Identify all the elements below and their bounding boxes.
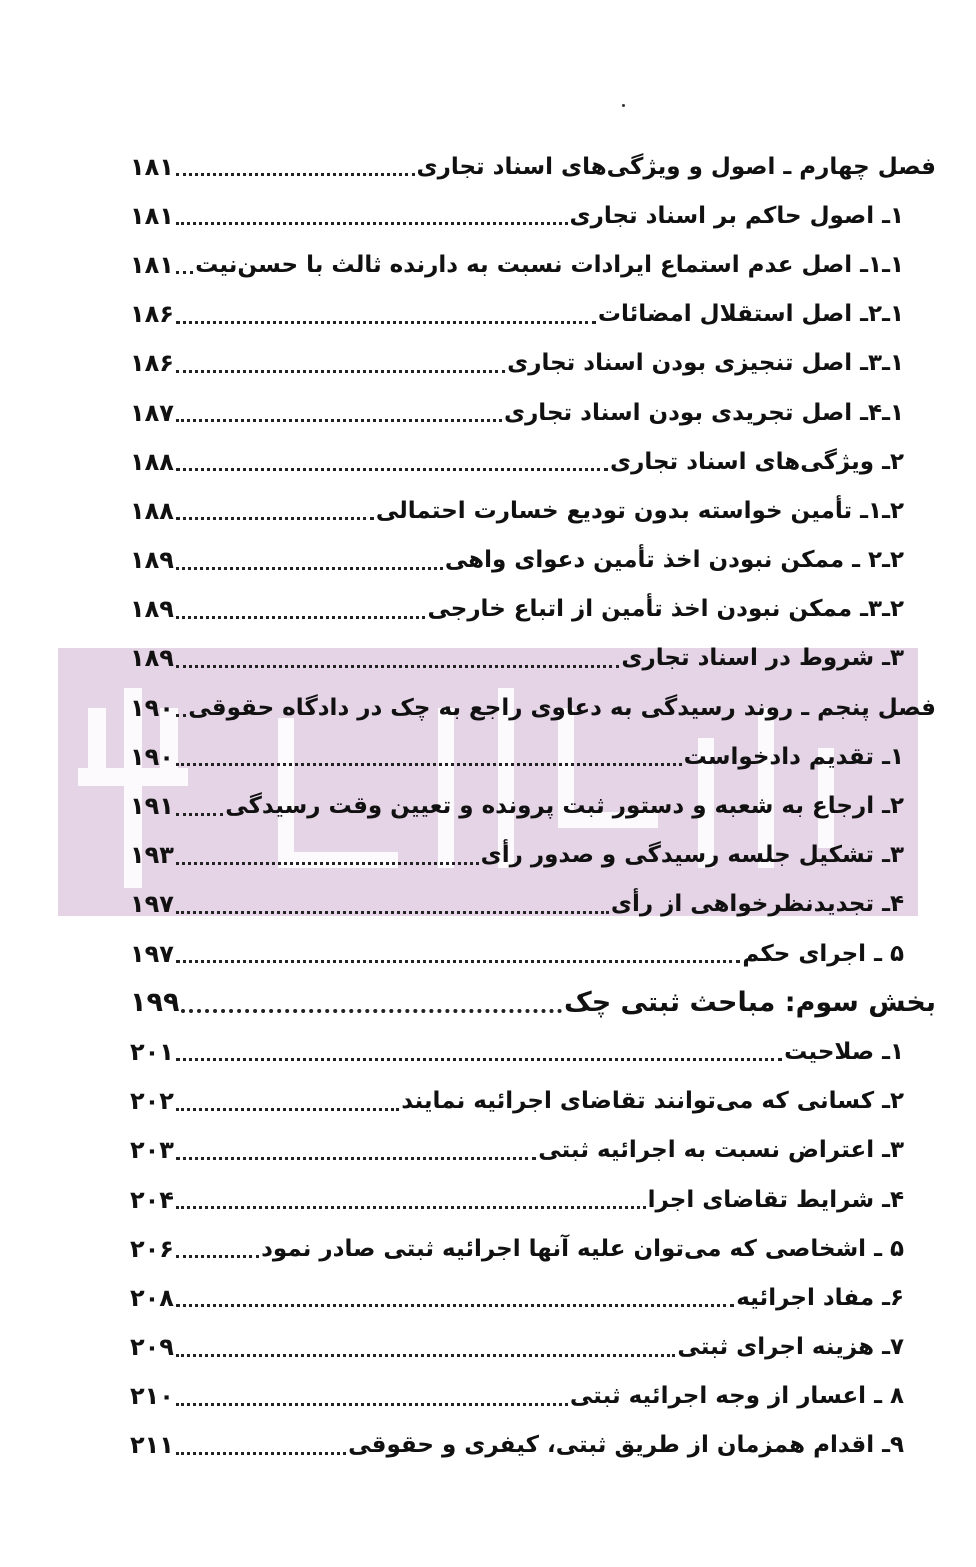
toc-entry-title: ۴ـ تجدیدنظرخواهی از رأی — [610, 891, 904, 918]
dot-leader — [176, 247, 193, 274]
toc-page-number: ۱۹۰ — [130, 742, 174, 771]
toc-entry-title: ۱ـ۳ـ اصل تنجیزی بودن اسناد تجاری — [507, 350, 904, 377]
toc-entry-title: بخش سوم: مباحث ثبتی چک — [564, 987, 936, 1019]
toc-entry-title: ۷ـ هزینه اجرای ثبتی — [677, 1334, 904, 1361]
toc-page-number: ۲۰۸ — [130, 1283, 174, 1312]
table-of-contents — [130, 142, 936, 1470]
dot-leader — [176, 149, 415, 176]
toc-entry-title: ۸ ـ اعسار از وجه اجرائیه ثبتی — [569, 1383, 904, 1410]
dot-leader — [176, 1330, 675, 1357]
toc-page-number: ۱۸۱ — [130, 201, 174, 230]
toc-page-number: ۲۰۹ — [130, 1333, 174, 1362]
dot-leader — [176, 198, 568, 225]
toc-row — [130, 339, 936, 388]
toc-entry-title: ۹ـ اقدام همزمان از طریق ثبتی، کیفری و حقوقی — [348, 1432, 904, 1459]
toc-page-number: ۱۸۹ — [130, 546, 174, 575]
toc-page-number: ۲۰۴ — [130, 1185, 174, 1214]
dot-leader — [176, 690, 186, 717]
toc-row — [130, 290, 936, 339]
toc-page-number: ۱۸۹ — [130, 595, 174, 624]
toc-entry-title: ۲ـ۲ ـ ممکن نبودن اخذ تأمین دعوای واهی — [444, 547, 904, 574]
toc-entry-title: ۱ـ اصول حاکم بر اسناد تجاری — [569, 202, 904, 229]
dot-leader — [176, 1182, 646, 1209]
toc-page-number: ۱۹۷ — [130, 890, 174, 919]
dot-leader — [176, 493, 374, 520]
toc-page-number: ۱۸۸ — [130, 496, 174, 525]
dot-leader — [176, 297, 596, 324]
toc-row — [130, 634, 936, 683]
toc-page-number: ۲۰۳ — [130, 1136, 174, 1165]
toc-entry-title: ۴ـ شرایط تقاضای اجرا — [647, 1186, 904, 1213]
dot-leader — [176, 395, 502, 422]
toc-row — [130, 1077, 936, 1126]
toc-row — [130, 191, 936, 240]
toc-page-number: ۱۹۰ — [130, 693, 174, 722]
dot-leader — [176, 1084, 399, 1111]
toc-entry-title: ۵ ـ اشخاصی که می‌توان علیه آنها اجرائیه ثبتی صادر نمود — [261, 1235, 904, 1262]
toc-entry-title: ۱ـ صلاحیت — [784, 1038, 904, 1065]
toc-row — [130, 1175, 936, 1224]
toc-entry-title: ۱ـ۴ـ اصل تجریدی بودن اسناد تجاری — [503, 399, 904, 426]
page-mark — [622, 104, 625, 107]
toc-row — [130, 1323, 936, 1372]
toc-page-number: ۱۹۹ — [130, 987, 180, 1019]
dot-leader — [176, 1379, 568, 1406]
toc-page-number: ۱۸۶ — [130, 349, 174, 378]
toc-entry-title: ۱ـ تقدیم دادخواست — [683, 743, 904, 770]
toc-chapter-row — [130, 142, 936, 191]
toc-entry-title: ۲ـ۳ـ ممکن نبودن اخذ تأمین از اتباع خارجی — [427, 596, 904, 623]
toc-row — [130, 732, 936, 781]
toc-page-number: ۱۹۳ — [130, 841, 174, 870]
dot-leader — [176, 1133, 536, 1160]
toc-row — [130, 486, 936, 535]
toc-chapter-row — [130, 683, 936, 732]
toc-entry-title: فصل چهارم ـ اصول و ویژگی‌های اسناد تجاری — [416, 153, 936, 180]
toc-row — [130, 536, 936, 585]
toc-page-number: ۲۰۱ — [130, 1037, 174, 1066]
toc-row — [130, 437, 936, 486]
dot-leader — [176, 1280, 734, 1307]
dot-leader — [176, 543, 443, 570]
toc-entry-title: ۱ـ۱ـ اصل عدم استماع ایرادات نسبت به دارنده ثالث با حسن‌نیت — [195, 251, 904, 278]
dot-leader — [176, 641, 619, 668]
toc-row — [130, 880, 936, 929]
toc-entry-title: ۱ـ۲ـ اصل استقلال امضائات — [597, 301, 904, 328]
dot-leader — [176, 346, 505, 373]
toc-row — [130, 929, 936, 978]
toc-row — [130, 388, 936, 437]
toc-entry-title: فصل پنجم ـ روند رسیدگی به دعاوی راجع به چک در دادگاه حقوقی — [188, 694, 936, 721]
dot-leader — [176, 444, 608, 471]
toc-entry-title: ۲ـ ارجاع به شعبه و دستور ثبت پرونده و تعیین وقت رسیدگی — [225, 793, 904, 820]
toc-row — [130, 1273, 936, 1322]
toc-entry-title: ۵ ـ اجرای حکم — [742, 940, 904, 967]
toc-page-number: ۱۸۱ — [130, 152, 174, 181]
toc-page-number: ۱۸۹ — [130, 644, 174, 673]
toc-page-number: ۱۸۱ — [130, 250, 174, 279]
toc-page-number: ۲۰۶ — [130, 1234, 174, 1263]
toc-row — [130, 1372, 936, 1421]
dot-leader — [176, 936, 740, 963]
toc-row — [130, 1126, 936, 1175]
toc-entry-title: ۲ـ۱ـ تأمین خواسته بدون تودیع خسارت احتمالی — [375, 497, 904, 524]
dot-leader — [176, 838, 479, 865]
toc-row — [130, 585, 936, 634]
toc-entry-title: ۲ـ کسانی که می‌توانند تقاضای اجرائیه نمایند — [401, 1088, 904, 1115]
toc-page-number: ۱۹۱ — [130, 792, 174, 821]
toc-page-number: ۲۰۲ — [130, 1087, 174, 1116]
toc-row — [130, 1421, 936, 1470]
toc-entry-title: ۳ـ شروط در اسناد تجاری — [621, 645, 904, 672]
toc-row — [130, 1224, 936, 1273]
toc-page-number: ۱۸۶ — [130, 300, 174, 329]
toc-row — [130, 831, 936, 880]
dot-leader — [176, 592, 425, 619]
toc-page-number: ۱۸۷ — [130, 398, 174, 427]
toc-page-number: ۱۹۷ — [130, 939, 174, 968]
dot-leader — [176, 1231, 259, 1258]
toc-row — [130, 1027, 936, 1076]
toc-entry-title: ۳ـ اعتراض نسبت به اجرائیه ثبتی — [538, 1137, 904, 1164]
dot-leader — [176, 887, 609, 914]
toc-page-number: ۲۱۰ — [130, 1382, 174, 1411]
dot-leader — [176, 1034, 782, 1061]
dot-leader — [181, 985, 562, 1013]
toc-entry-title: ۶ـ مفاد اجرائیه — [736, 1284, 904, 1311]
toc-part-row — [130, 978, 936, 1027]
toc-row — [130, 781, 936, 830]
toc-page-number: ۲۱۱ — [130, 1431, 174, 1460]
toc-entry-title: ۳ـ تشکیل جلسه رسیدگی و صدور رأی — [480, 842, 904, 869]
dot-leader — [176, 789, 223, 816]
toc-entry-title: ۲ـ ویژگی‌های اسناد تجاری — [610, 448, 904, 475]
toc-page-number: ۱۸۸ — [130, 447, 174, 476]
toc-row — [130, 240, 936, 289]
dot-leader — [176, 1428, 346, 1455]
dot-leader — [176, 739, 682, 766]
